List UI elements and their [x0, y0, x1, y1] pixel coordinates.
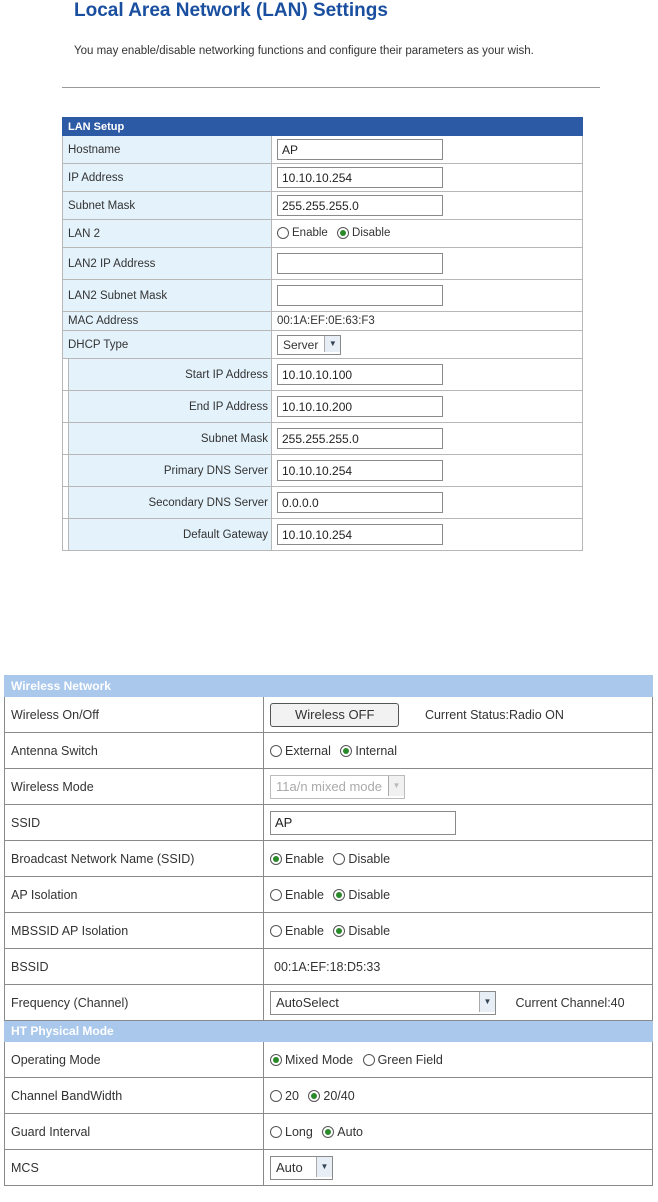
- page-description: You may enable/disable networking functions and configure their parameters as your wish.: [74, 45, 534, 57]
- dhcp-type-label: DHCP Type: [63, 331, 272, 359]
- wireless-mode-value: 11a/n mixed mode: [276, 778, 382, 794]
- dhcp-type-value: Server: [283, 337, 319, 352]
- subnet-mask-input[interactable]: [277, 195, 443, 216]
- default-gateway-label: Default Gateway: [69, 519, 272, 551]
- bandwidth-2040-radio[interactable]: [308, 1090, 320, 1102]
- antenna-internal-radio[interactable]: [340, 745, 352, 757]
- radio-status-text: Current Status:Radio ON: [424, 707, 564, 722]
- lan-setup-header: LAN Setup: [63, 118, 583, 136]
- chevron-down-icon[interactable]: ▼: [316, 1157, 332, 1177]
- chevron-down-icon: ▼: [388, 776, 404, 796]
- lan2-label: LAN 2: [63, 220, 272, 248]
- chevron-down-icon[interactable]: ▼: [324, 336, 340, 352]
- subnet-mask-label: Subnet Mask: [63, 192, 272, 220]
- mbssid-enable-label[interactable]: Enable: [285, 923, 324, 938]
- guard-long-radio[interactable]: [270, 1126, 282, 1138]
- mbssid-disable-label[interactable]: Disable: [348, 923, 391, 938]
- lan2-ip-input[interactable]: [277, 253, 443, 274]
- mac-address-value: 00:1A:EF:0E:63:F3: [272, 312, 583, 331]
- end-ip-input[interactable]: [277, 396, 443, 417]
- antenna-internal-label[interactable]: Internal: [355, 743, 398, 758]
- guard-auto-label[interactable]: Auto: [337, 1124, 364, 1139]
- ap-isolation-enable-radio[interactable]: [270, 889, 282, 901]
- bandwidth-20-label[interactable]: 20: [285, 1088, 299, 1103]
- lan2-disable-radio[interactable]: [337, 227, 349, 239]
- bssid-label: BSSID: [5, 949, 264, 985]
- green-field-label[interactable]: Green Field: [377, 1052, 443, 1067]
- dhcp-subnet-label: Subnet Mask: [69, 423, 272, 455]
- hostname-label: Hostname: [63, 136, 272, 164]
- bandwidth-2040-label[interactable]: 20/40: [323, 1088, 355, 1103]
- wireless-mode-select: [270, 775, 405, 799]
- broadcast-enable-label[interactable]: Enable: [285, 851, 324, 866]
- green-field-radio[interactable]: [363, 1054, 375, 1066]
- ap-isolation-disable-label[interactable]: Disable: [348, 887, 391, 902]
- page-title: Local Area Network (LAN) Settings: [74, 0, 388, 21]
- dhcp-subnet-input[interactable]: [277, 428, 443, 449]
- antenna-external-radio[interactable]: [270, 745, 282, 757]
- broadcast-disable-radio[interactable]: [333, 853, 345, 865]
- broadcast-disable-label[interactable]: Disable: [348, 851, 391, 866]
- broadcast-enable-radio[interactable]: [270, 853, 282, 865]
- chevron-down-icon[interactable]: ▼: [479, 992, 495, 1012]
- default-gateway-input[interactable]: [277, 524, 443, 545]
- end-ip-label: End IP Address: [69, 391, 272, 423]
- lan2-disable-label[interactable]: Disable: [352, 227, 391, 240]
- mcs-label: MCS: [5, 1150, 264, 1186]
- lan2-enable-label[interactable]: Enable: [292, 227, 328, 240]
- wireless-network-table: [4, 675, 653, 1186]
- lan2-subnet-label: LAN2 Subnet Mask: [63, 280, 272, 312]
- ip-address-input[interactable]: [277, 167, 443, 188]
- ap-isolation-disable-radio[interactable]: [333, 889, 345, 901]
- wireless-network-header: Wireless Network: [5, 676, 653, 697]
- wireless-mode-label: Wireless Mode: [5, 769, 264, 805]
- ssid-label: SSID: [5, 805, 264, 841]
- mbssid-isolation-label: MBSSID AP Isolation: [5, 913, 264, 949]
- dhcp-type-select[interactable]: [277, 335, 341, 355]
- ap-isolation-enable-label[interactable]: Enable: [285, 887, 324, 902]
- primary-dns-label: Primary DNS Server: [69, 455, 272, 487]
- frequency-value: AutoSelect: [276, 994, 339, 1010]
- frequency-label: Frequency (Channel): [5, 985, 264, 1021]
- lan2-ip-label: LAN2 IP Address: [63, 248, 272, 280]
- mixed-mode-label[interactable]: Mixed Mode: [285, 1052, 354, 1067]
- guard-auto-radio[interactable]: [322, 1126, 334, 1138]
- channel-bandwidth-label: Channel BandWidth: [5, 1078, 264, 1114]
- ssid-input[interactable]: [270, 811, 456, 835]
- frequency-select[interactable]: [270, 991, 496, 1015]
- ip-address-label: IP Address: [63, 164, 272, 192]
- antenna-switch-label: Antenna Switch: [5, 733, 264, 769]
- lan2-radio-group: [272, 220, 583, 248]
- antenna-external-label[interactable]: External: [285, 743, 331, 758]
- guard-long-label[interactable]: Long: [285, 1124, 313, 1139]
- start-ip-label: Start IP Address: [69, 359, 272, 391]
- secondary-dns-label: Secondary DNS Server: [69, 487, 272, 519]
- mixed-mode-radio[interactable]: [270, 1054, 282, 1066]
- lan2-enable-radio[interactable]: [277, 227, 289, 239]
- mbssid-disable-radio[interactable]: [333, 925, 345, 937]
- wireless-onoff-label: Wireless On/Off: [5, 697, 264, 733]
- operating-mode-label: Operating Mode: [5, 1042, 264, 1078]
- bandwidth-20-radio[interactable]: [270, 1090, 282, 1102]
- broadcast-ssid-label: Broadcast Network Name (SSID): [5, 841, 264, 877]
- ht-physical-mode-header: HT Physical Mode: [5, 1021, 653, 1042]
- guard-interval-label: Guard Interval: [5, 1114, 264, 1150]
- lan2-subnet-input[interactable]: [277, 285, 443, 306]
- mcs-value: Auto: [276, 1159, 303, 1175]
- mbssid-enable-radio[interactable]: [270, 925, 282, 937]
- primary-dns-input[interactable]: [277, 460, 443, 481]
- current-channel-text: Current Channel:40: [515, 995, 625, 1010]
- wireless-off-button[interactable]: Wireless OFF: [270, 703, 399, 727]
- ap-isolation-label: AP Isolation: [5, 877, 264, 913]
- bssid-value: 00:1A:EF:18:D5:33: [264, 949, 653, 985]
- lan-setup-table: [62, 117, 583, 551]
- mac-address-label: MAC Address: [63, 312, 272, 331]
- mcs-select[interactable]: [270, 1156, 333, 1180]
- hostname-input[interactable]: [277, 139, 443, 160]
- divider: [62, 87, 600, 88]
- start-ip-input[interactable]: [277, 364, 443, 385]
- secondary-dns-input[interactable]: [277, 492, 443, 513]
